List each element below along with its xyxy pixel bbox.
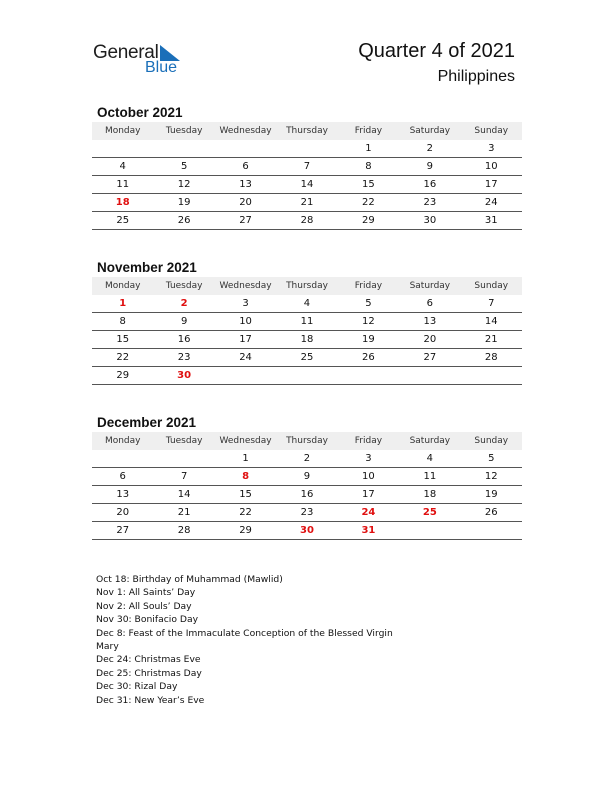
- empty-day-cell: [276, 140, 337, 158]
- day-cell: 10: [215, 313, 276, 331]
- day-cell: 11: [399, 468, 460, 486]
- day-cell: 15: [215, 486, 276, 504]
- day-cell: 12: [153, 176, 214, 194]
- weekday-header: Saturday: [399, 277, 460, 295]
- day-cell: 3: [461, 140, 522, 158]
- day-cell: 22: [338, 194, 399, 212]
- day-cell: 10: [338, 468, 399, 486]
- weekday-header: Tuesday: [153, 277, 214, 295]
- day-cell: 24: [461, 194, 522, 212]
- day-cell: 29: [215, 522, 276, 540]
- brand-logo: [93, 42, 193, 82]
- month-october: [92, 104, 522, 230]
- day-cell: 20: [92, 504, 153, 522]
- day-cell: 2: [276, 450, 337, 468]
- day-cell: 28: [153, 522, 214, 540]
- day-cell: 26: [338, 349, 399, 367]
- brand-line2: Blue: [145, 59, 178, 76]
- day-cell: 7: [461, 295, 522, 313]
- day-cell: 6: [92, 468, 153, 486]
- day-cell: 3: [338, 450, 399, 468]
- day-cell: 14: [153, 486, 214, 504]
- day-cell: 13: [92, 486, 153, 504]
- month-title: December 2021: [97, 415, 197, 430]
- day-cell: 1: [215, 450, 276, 468]
- day-cell: 21: [461, 331, 522, 349]
- weekday-header: Monday: [92, 277, 153, 295]
- empty-day-cell: [399, 522, 460, 540]
- weekday-header: Wednesday: [215, 122, 276, 140]
- empty-day-cell: [215, 140, 276, 158]
- holiday-day-cell: 2: [153, 295, 214, 313]
- day-cell: 23: [276, 504, 337, 522]
- day-cell: 11: [276, 313, 337, 331]
- calendar-grid: [92, 277, 522, 385]
- day-cell: 27: [215, 212, 276, 230]
- day-cell: 23: [399, 194, 460, 212]
- day-cell: 15: [338, 176, 399, 194]
- day-cell: 18: [399, 486, 460, 504]
- holiday-day-cell: 30: [153, 367, 214, 385]
- month-november: [92, 259, 522, 385]
- day-cell: 5: [338, 295, 399, 313]
- page-title: Quarter 4 of 2021: [358, 40, 515, 62]
- day-cell: 29: [92, 367, 153, 385]
- day-cell: 13: [399, 313, 460, 331]
- day-cell: 10: [461, 158, 522, 176]
- day-cell: 13: [215, 176, 276, 194]
- weekday-header: Sunday: [461, 122, 522, 140]
- day-cell: 7: [276, 158, 337, 176]
- day-cell: 14: [276, 176, 337, 194]
- empty-day-cell: [153, 450, 214, 468]
- day-cell: 16: [276, 486, 337, 504]
- holiday-note: Dec 31: New Year’s Eve: [96, 694, 205, 706]
- day-cell: 3: [215, 295, 276, 313]
- weekday-header: Friday: [338, 122, 399, 140]
- empty-day-cell: [338, 367, 399, 385]
- weekday-header: Saturday: [399, 122, 460, 140]
- day-cell: 22: [215, 504, 276, 522]
- weekday-header: Monday: [92, 432, 153, 450]
- holiday-day-cell: 1: [92, 295, 153, 313]
- weekday-header: Tuesday: [153, 122, 214, 140]
- weekday-header: Tuesday: [153, 432, 214, 450]
- holiday-note: Dec 8: Feast of the Immaculate Conception of the Blessed Virgin: [96, 627, 393, 639]
- day-cell: 15: [92, 331, 153, 349]
- day-cell: 20: [215, 194, 276, 212]
- day-cell: 25: [276, 349, 337, 367]
- day-cell: 21: [153, 504, 214, 522]
- day-cell: 4: [276, 295, 337, 313]
- day-cell: 19: [461, 486, 522, 504]
- empty-day-cell: [276, 367, 337, 385]
- month-title: October 2021: [97, 105, 183, 120]
- holiday-note: Nov 2: All Souls’ Day: [96, 600, 192, 612]
- holiday-note: Nov 1: All Saints’ Day: [96, 587, 196, 599]
- weekday-header: Wednesday: [215, 432, 276, 450]
- weekday-header: Thursday: [276, 122, 337, 140]
- holiday-notes: [96, 573, 426, 707]
- weekday-header: Sunday: [461, 277, 522, 295]
- calendar-grid: [92, 122, 522, 230]
- day-cell: 5: [153, 158, 214, 176]
- day-cell: 12: [461, 468, 522, 486]
- empty-day-cell: [461, 522, 522, 540]
- day-cell: 8: [92, 313, 153, 331]
- month-title: November 2021: [97, 260, 197, 275]
- holiday-note: Dec 25: Christmas Day: [96, 667, 202, 679]
- day-cell: 23: [153, 349, 214, 367]
- day-cell: 17: [338, 486, 399, 504]
- day-cell: 7: [153, 468, 214, 486]
- weekday-header: Saturday: [399, 432, 460, 450]
- day-cell: 9: [153, 313, 214, 331]
- day-cell: 28: [461, 349, 522, 367]
- day-cell: 9: [399, 158, 460, 176]
- holiday-day-cell: 8: [215, 468, 276, 486]
- month-december: [92, 414, 522, 540]
- day-cell: 2: [399, 140, 460, 158]
- holiday-day-cell: 25: [399, 504, 460, 522]
- day-cell: 29: [338, 212, 399, 230]
- day-cell: 1: [338, 140, 399, 158]
- day-cell: 5: [461, 450, 522, 468]
- day-cell: 26: [153, 212, 214, 230]
- empty-day-cell: [153, 140, 214, 158]
- day-cell: 28: [276, 212, 337, 230]
- brand-line1: General: [93, 42, 159, 63]
- day-cell: 26: [461, 504, 522, 522]
- holiday-note: Oct 18: Birthday of Muhammad (Mawlid): [96, 574, 283, 585]
- holiday-day-cell: 30: [276, 522, 337, 540]
- day-cell: 19: [153, 194, 214, 212]
- day-cell: 12: [338, 313, 399, 331]
- day-cell: 31: [461, 212, 522, 230]
- day-cell: 9: [276, 468, 337, 486]
- weekday-header: Thursday: [276, 277, 337, 295]
- day-cell: 6: [399, 295, 460, 313]
- calendar-grid: [92, 432, 522, 540]
- day-cell: 4: [399, 450, 460, 468]
- day-cell: 11: [92, 176, 153, 194]
- day-cell: 16: [153, 331, 214, 349]
- weekday-header: Friday: [338, 277, 399, 295]
- weekday-header: Thursday: [276, 432, 337, 450]
- day-cell: 14: [461, 313, 522, 331]
- day-cell: 24: [215, 349, 276, 367]
- day-cell: 21: [276, 194, 337, 212]
- holiday-day-cell: 24: [338, 504, 399, 522]
- country-name: Philippines: [437, 68, 515, 85]
- weekday-header: Monday: [92, 122, 153, 140]
- day-cell: 20: [399, 331, 460, 349]
- holiday-day-cell: 31: [338, 522, 399, 540]
- empty-day-cell: [92, 140, 153, 158]
- day-cell: 18: [276, 331, 337, 349]
- holiday-note: Nov 30: Bonifacio Day: [96, 614, 199, 626]
- empty-day-cell: [399, 367, 460, 385]
- day-cell: 8: [338, 158, 399, 176]
- day-cell: 19: [338, 331, 399, 349]
- holiday-note: Dec 30: Rizal Day: [96, 681, 178, 693]
- day-cell: 27: [399, 349, 460, 367]
- day-cell: 25: [92, 212, 153, 230]
- weekday-header: Friday: [338, 432, 399, 450]
- day-cell: 17: [461, 176, 522, 194]
- empty-day-cell: [215, 367, 276, 385]
- empty-day-cell: [92, 450, 153, 468]
- day-cell: 17: [215, 331, 276, 349]
- day-cell: 6: [215, 158, 276, 176]
- weekday-header: Sunday: [461, 432, 522, 450]
- day-cell: 16: [399, 176, 460, 194]
- day-cell: 4: [92, 158, 153, 176]
- holiday-note: Dec 24: Christmas Eve: [96, 654, 201, 666]
- empty-day-cell: [461, 367, 522, 385]
- day-cell: 27: [92, 522, 153, 540]
- day-cell: 22: [92, 349, 153, 367]
- weekday-header: Wednesday: [215, 277, 276, 295]
- holiday-day-cell: 18: [92, 194, 153, 212]
- day-cell: 30: [399, 212, 460, 230]
- holiday-note: Mary: [96, 641, 119, 653]
